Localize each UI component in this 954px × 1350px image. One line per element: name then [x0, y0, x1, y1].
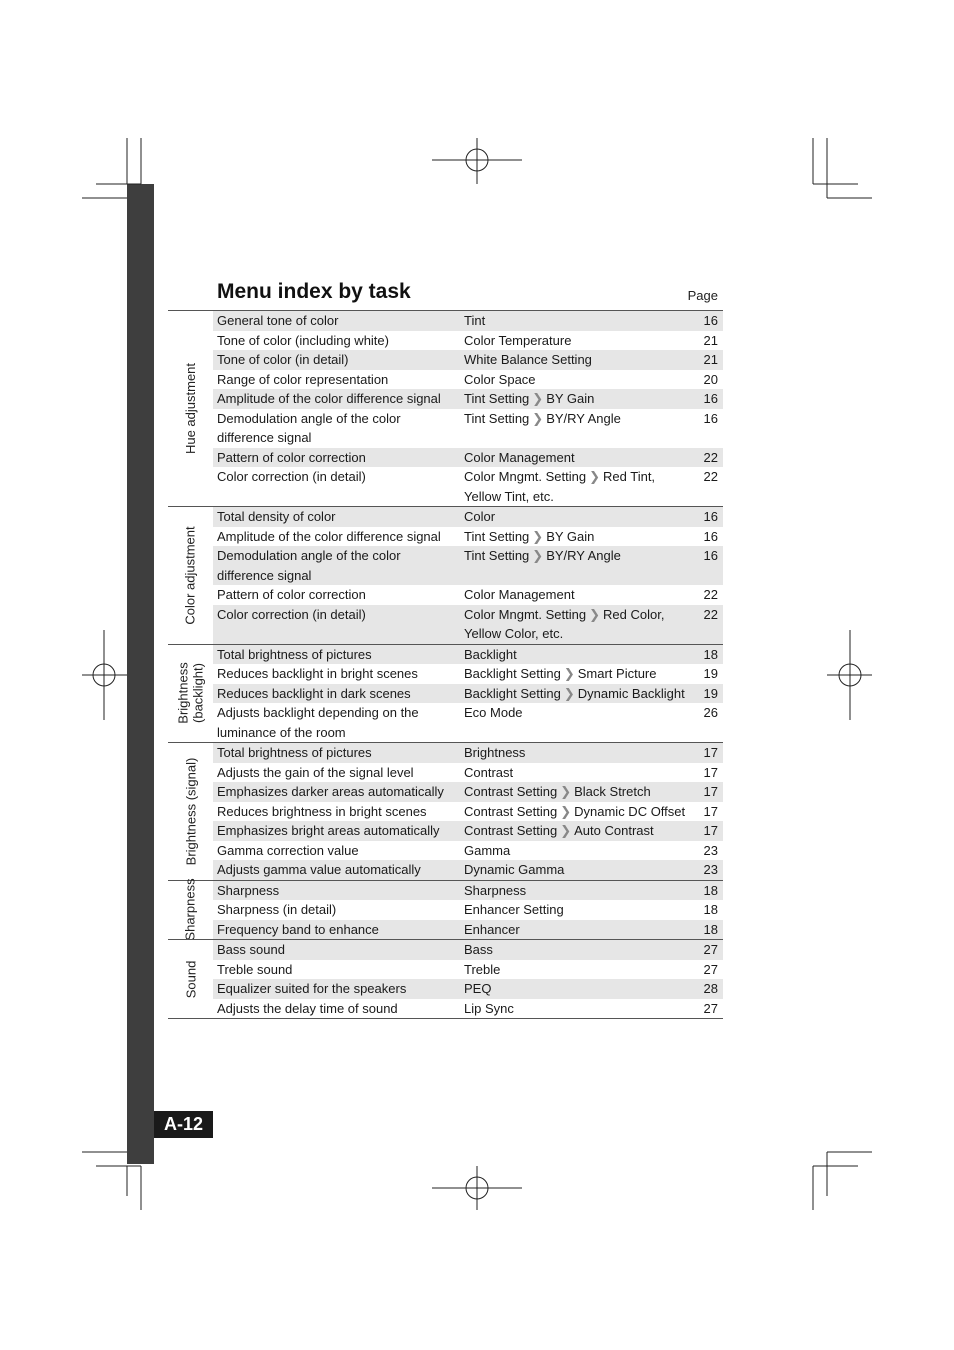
page-cell: 22 — [703, 587, 718, 602]
group-sharpness — [168, 880, 723, 940]
submenu-item-name: BY Gain — [546, 528, 595, 544]
page-title: Menu index by task — [217, 280, 411, 303]
table-row — [213, 940, 723, 960]
menu-item-name: Color Temperature — [464, 332, 572, 348]
page-cell: 17 — [703, 784, 718, 799]
task-cell: General tone of color — [217, 313, 339, 328]
menu-cell — [460, 507, 692, 527]
group-label-text: Sound — [183, 960, 198, 998]
task-cell: Amplitude of the color difference signal — [217, 528, 441, 544]
chevron-right-icon: ❯ — [560, 823, 572, 838]
group-brightness-backlight — [168, 644, 723, 743]
menu-cell — [460, 684, 692, 704]
table-row — [213, 999, 723, 1019]
chevron-right-icon: ❯ — [532, 391, 544, 406]
chevron-right-icon: ❯ — [589, 606, 601, 622]
task-cell: Reduces backlight in dark scenes — [217, 685, 411, 701]
page-cell: 22 — [703, 449, 718, 465]
table-row — [213, 684, 723, 704]
page-cell: 19 — [703, 666, 718, 681]
menu-cell — [460, 940, 692, 960]
group-label-text: Hue adjustment — [183, 362, 198, 455]
menu-item-name: Treble — [464, 961, 501, 977]
task-cell: Tone of color (including white) — [217, 332, 389, 348]
submenu-item-name: BY Gain — [546, 391, 595, 406]
menu-item-name: Contrast Setting — [464, 784, 558, 799]
group-brightness-signal — [168, 742, 723, 880]
table-row — [213, 860, 723, 880]
group-label — [168, 878, 213, 941]
menu-item-name: Color Mngmt. Setting — [464, 606, 587, 622]
table-row — [213, 311, 723, 331]
table-row — [213, 743, 723, 763]
task-cell: Adjusts the delay time of sound — [217, 1000, 398, 1016]
menu-item-name: Tint Setting — [464, 410, 530, 426]
group-hue-adjustment — [168, 310, 723, 506]
menu-item-name: Color Management — [464, 587, 575, 602]
task-cell: Color correction (in detail) — [217, 469, 366, 484]
group-label — [168, 940, 213, 1018]
menu-cell — [460, 821, 692, 841]
task-cell: Demodulation angle of the color difference signal — [217, 548, 401, 583]
page-cell: 26 — [703, 705, 718, 720]
submenu-item-name: Black Stretch — [574, 784, 651, 799]
chevron-right-icon: ❯ — [563, 685, 575, 701]
table-row — [213, 645, 723, 665]
menu-item-name: Tint Setting — [464, 391, 530, 406]
task-cell: Frequency band to enhance — [217, 921, 379, 937]
menu-cell — [460, 448, 692, 468]
menu-cell — [460, 331, 692, 351]
task-cell: Gamma correction value — [217, 842, 359, 858]
chevron-right-icon: ❯ — [560, 803, 572, 819]
submenu-item-name: BY/RY Angle — [546, 410, 621, 426]
menu-item-name: White Balance Setting — [464, 352, 592, 367]
menu-item-name: Color Space — [464, 371, 536, 387]
page-cell: 18 — [703, 646, 718, 662]
submenu-item-name: Smart Picture — [577, 666, 657, 681]
page-cell: 20 — [703, 371, 718, 387]
submenu-item-name: Dynamic DC Offset — [574, 803, 686, 819]
menu-cell — [460, 605, 692, 644]
menu-item-name: Backlight Setting — [464, 666, 561, 681]
table-row — [213, 900, 723, 920]
menu-cell — [460, 645, 692, 665]
table-row — [213, 664, 723, 684]
table-row — [213, 448, 723, 468]
page-cell: 16 — [703, 410, 718, 426]
page-cell: 16 — [703, 313, 718, 328]
task-cell: Sharpness (in detail) — [217, 902, 337, 917]
menu-item-name: Sharpness — [464, 882, 527, 898]
page-cell: 18 — [703, 902, 718, 917]
group-label — [168, 507, 213, 644]
task-cell: Total brightness of pictures — [217, 745, 372, 760]
menu-item-name: Lip Sync — [464, 1000, 514, 1016]
page-cell: 21 — [703, 332, 718, 348]
task-cell: Total density of color — [217, 509, 336, 524]
page-cell: 17 — [703, 803, 718, 819]
page-cell: 27 — [703, 961, 718, 977]
table-row — [213, 881, 723, 901]
task-cell: Total brightness of pictures — [217, 646, 372, 662]
table-row — [213, 331, 723, 351]
menu-cell — [460, 546, 692, 585]
page-cell: 22 — [703, 469, 718, 484]
table-row — [213, 467, 723, 506]
table-row — [213, 960, 723, 980]
group-label-text: Sharpness — [183, 878, 198, 941]
task-cell: Range of color representation — [217, 371, 389, 387]
page-cell: 23 — [703, 842, 718, 858]
task-cell: Adjusts gamma value automatically — [217, 862, 421, 877]
table-row — [213, 802, 723, 822]
menu-cell — [460, 900, 692, 920]
chevron-right-icon: ❯ — [560, 784, 572, 799]
page-number-badge — [154, 1111, 213, 1138]
menu-item-name: Color — [464, 509, 496, 524]
group-label-text: Brightness (backlight) — [175, 662, 206, 724]
page-cell: 18 — [703, 921, 718, 937]
page-cell: 21 — [703, 352, 718, 367]
menu-cell — [460, 350, 692, 370]
menu-cell — [460, 585, 692, 605]
table-row — [213, 920, 723, 940]
menu-cell — [460, 802, 692, 822]
task-cell: Tone of color (in detail) — [217, 352, 349, 367]
menu-cell — [460, 881, 692, 901]
menu-item-name: Tint — [464, 313, 486, 328]
table-row — [213, 703, 723, 742]
menu-cell — [460, 311, 692, 331]
table-row — [213, 605, 723, 644]
task-cell: Equalizer suited for the speakers — [217, 981, 407, 996]
menu-cell — [460, 664, 692, 684]
table-row — [213, 979, 723, 999]
menu-cell — [460, 370, 692, 390]
menu-cell — [460, 763, 692, 783]
page-cell: 16 — [703, 391, 718, 406]
task-cell: Emphasizes darker areas automatically — [217, 784, 444, 799]
submenu-item-name: BY/RY Angle — [546, 548, 621, 563]
menu-item-name: Enhancer — [464, 921, 520, 937]
task-cell: Treble sound — [217, 961, 293, 977]
task-cell: Demodulation angle of the color difference signal — [217, 410, 401, 445]
menu-cell — [460, 782, 692, 802]
chevron-right-icon: ❯ — [563, 666, 575, 681]
menu-cell — [460, 703, 692, 742]
side-tab-bar — [127, 184, 154, 1164]
page-cell: 17 — [703, 823, 718, 838]
menu-index-table — [168, 310, 723, 1019]
page-cell: 16 — [703, 509, 718, 524]
page-cell: 28 — [703, 981, 718, 996]
menu-cell — [460, 841, 692, 861]
table-row — [213, 546, 723, 585]
table-row — [213, 409, 723, 448]
task-cell: Adjusts backlight depending on the luminance of the room — [217, 705, 419, 740]
menu-cell — [460, 920, 692, 940]
group-color-adjustment — [168, 506, 723, 644]
table-row — [213, 585, 723, 605]
table-row — [213, 370, 723, 390]
menu-cell — [460, 960, 692, 980]
menu-item-name: Tint Setting — [464, 528, 530, 544]
task-cell: Pattern of color correction — [217, 587, 366, 602]
menu-cell — [460, 389, 692, 409]
menu-cell — [460, 409, 692, 448]
submenu-item-name: Auto Contrast — [574, 823, 654, 838]
page-cell: 18 — [703, 882, 718, 898]
page-cell: 16 — [703, 528, 718, 544]
table-row — [213, 507, 723, 527]
page-cell: 27 — [703, 942, 718, 957]
group-label-text: Color adjustment — [183, 526, 198, 625]
table-row — [213, 763, 723, 783]
task-cell: Sharpness — [217, 882, 280, 898]
task-cell: Pattern of color correction — [217, 449, 366, 465]
group-label — [168, 743, 213, 880]
group-label — [168, 645, 213, 743]
page-cell: 22 — [703, 606, 718, 622]
menu-cell — [460, 860, 692, 880]
menu-item-name: Contrast Setting — [464, 803, 558, 819]
task-cell: Bass sound — [217, 942, 285, 957]
menu-item-name: PEQ — [464, 981, 492, 996]
menu-item-name: Bass — [464, 942, 493, 957]
menu-cell — [460, 999, 692, 1019]
menu-item-name: Color Management — [464, 449, 575, 465]
submenu-item-name: Red Color, Yellow Color, etc. — [464, 606, 665, 641]
chevron-right-icon: ❯ — [532, 548, 544, 563]
group-label — [168, 311, 213, 506]
page-cell: 19 — [703, 685, 718, 701]
menu-item-name: Brightness — [464, 745, 526, 760]
page-cell: 17 — [703, 745, 718, 760]
page-cell: 16 — [703, 548, 718, 563]
page-cell: 17 — [703, 764, 718, 780]
page-cell: 23 — [703, 862, 718, 877]
chevron-right-icon: ❯ — [589, 469, 601, 484]
task-cell: Adjusts the gain of the signal level — [217, 764, 414, 780]
menu-item-name: Color Mngmt. Setting — [464, 469, 587, 484]
table-row — [213, 782, 723, 802]
menu-item-name: Tint Setting — [464, 548, 530, 563]
table-row — [213, 821, 723, 841]
chevron-right-icon: ❯ — [532, 410, 544, 426]
task-cell: Emphasizes bright areas automatically — [217, 823, 440, 838]
group-label-text: Brightness (signal) — [183, 757, 198, 866]
menu-item-name: Enhancer Setting — [464, 902, 564, 917]
table-row — [213, 350, 723, 370]
submenu-item-name: Red Tint, Yellow Tint, etc. — [464, 469, 656, 504]
menu-item-name: Dynamic Gamma — [464, 862, 565, 877]
table-row — [213, 389, 723, 409]
menu-item-name: Contrast — [464, 764, 514, 780]
page-number: A-12 — [163, 1114, 203, 1134]
menu-item-name: Contrast Setting — [464, 823, 558, 838]
menu-cell — [460, 979, 692, 999]
table-row — [213, 527, 723, 547]
submenu-item-name: Dynamic Backlight — [577, 685, 685, 701]
task-cell: Reduces backlight in bright scenes — [217, 666, 418, 681]
task-cell: Amplitude of the color difference signal — [217, 391, 441, 406]
group-sound — [168, 939, 723, 1019]
table-row — [213, 841, 723, 861]
menu-cell — [460, 527, 692, 547]
menu-item-name: Backlight Setting — [464, 685, 561, 701]
page-cell: 27 — [703, 1000, 718, 1016]
task-cell: Reduces brightness in bright scenes — [217, 803, 427, 819]
chevron-right-icon: ❯ — [532, 528, 544, 544]
menu-cell — [460, 467, 692, 506]
menu-cell — [460, 743, 692, 763]
menu-item-name: Eco Mode — [464, 705, 523, 720]
menu-item-name: Gamma — [464, 842, 511, 858]
menu-item-name: Backlight — [464, 646, 517, 662]
page-column-header: Page — [687, 288, 718, 303]
task-cell: Color correction (in detail) — [217, 606, 366, 622]
